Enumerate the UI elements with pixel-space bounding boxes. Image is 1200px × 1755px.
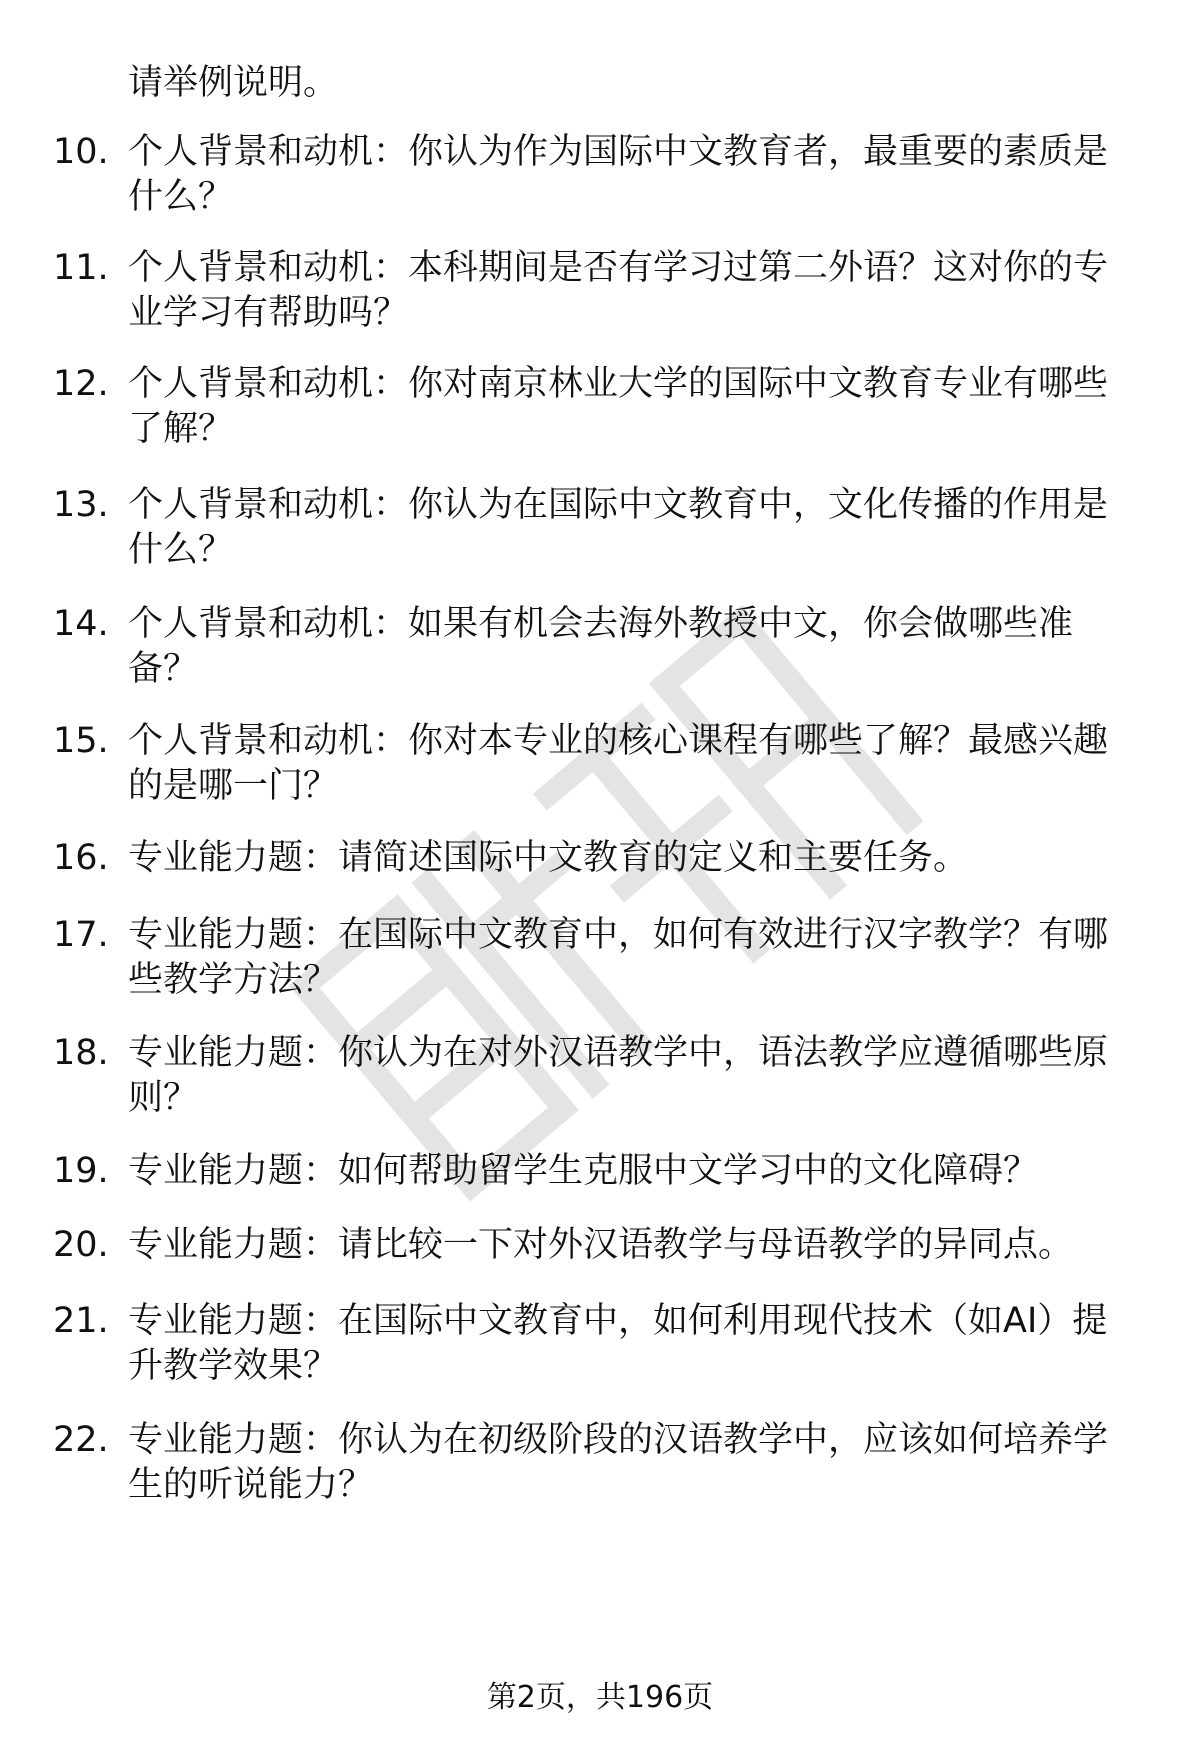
item-text-line: 什么？ [128, 177, 234, 217]
item-text-line: 业学习有帮助吗？ [128, 293, 409, 333]
item-text-line: 些教学方法？ [128, 960, 339, 1000]
item-number: 14. [53, 604, 109, 644]
item-text-line: 个人背景和动机：你对南京林业大学的国际中文教育专业有哪些 [128, 364, 1109, 404]
item-number: 20. [53, 1225, 109, 1265]
item-number: 10. [53, 132, 109, 172]
item-number: 22. [53, 1420, 109, 1460]
item-number: 16. [53, 838, 109, 878]
item-number: 18. [53, 1033, 109, 1073]
item-number: 13. [53, 485, 109, 525]
item-text-line: 专业能力题：你认为在对外汉语教学中，语法教学应遵循哪些原 [128, 1033, 1109, 1073]
item-text-line: 的是哪一门？ [128, 766, 339, 806]
item-text-line: 专业能力题：在国际中文教育中，如何利用现代技术（如AI）提 [128, 1301, 1108, 1341]
item-text-line: 个人背景和动机：你认为在国际中文教育中，文化传播的作用是 [128, 485, 1109, 525]
lead-line-text: 请举例说明。 [128, 63, 339, 103]
item-number: 12. [53, 364, 109, 404]
page-footer: 第2页，共196页 [486, 1680, 714, 1715]
item-text-line: 什么？ [128, 530, 234, 570]
item-text-line: 专业能力题：在国际中文教育中，如何有效进行汉字教学？有哪 [128, 915, 1109, 955]
item-number: 11. [53, 248, 109, 288]
item-text-line: 专业能力题：请简述国际中文教育的定义和主要任务。 [128, 838, 969, 878]
item-text-line: 专业能力题：你认为在初级阶段的汉语教学中，应该如何培养学 [128, 1420, 1109, 1460]
item-text-line: 升教学效果？ [128, 1346, 339, 1386]
item-number: 19. [53, 1151, 109, 1191]
item-text-line: 个人背景和动机：本科期间是否有学习过第二外语？这对你的专 [128, 248, 1109, 288]
item-text-line: 生的听说能力？ [128, 1465, 374, 1505]
item-text-line: 个人背景和动机：你认为作为国际中文教育者，最重要的素质是 [128, 132, 1109, 172]
item-text-line: 则？ [128, 1078, 199, 1118]
item-text-line: 备？ [128, 649, 199, 689]
item-text-line: 专业能力题：如何帮助留学生克服中文学习中的文化障碍？ [128, 1151, 1039, 1191]
item-text-line: 了解？ [128, 409, 234, 449]
item-number: 17. [53, 915, 109, 955]
item-text-line: 专业能力题：请比较一下对外汉语教学与母语教学的异同点。 [128, 1225, 1074, 1265]
item-number: 15. [53, 721, 109, 761]
item-text-line: 个人背景和动机：你对本专业的核心课程有哪些了解？最感兴趣 [128, 721, 1109, 761]
item-text-line: 个人背景和动机：如果有机会去海外教授中文，你会做哪些准 [128, 604, 1074, 644]
item-number: 21. [53, 1301, 109, 1341]
